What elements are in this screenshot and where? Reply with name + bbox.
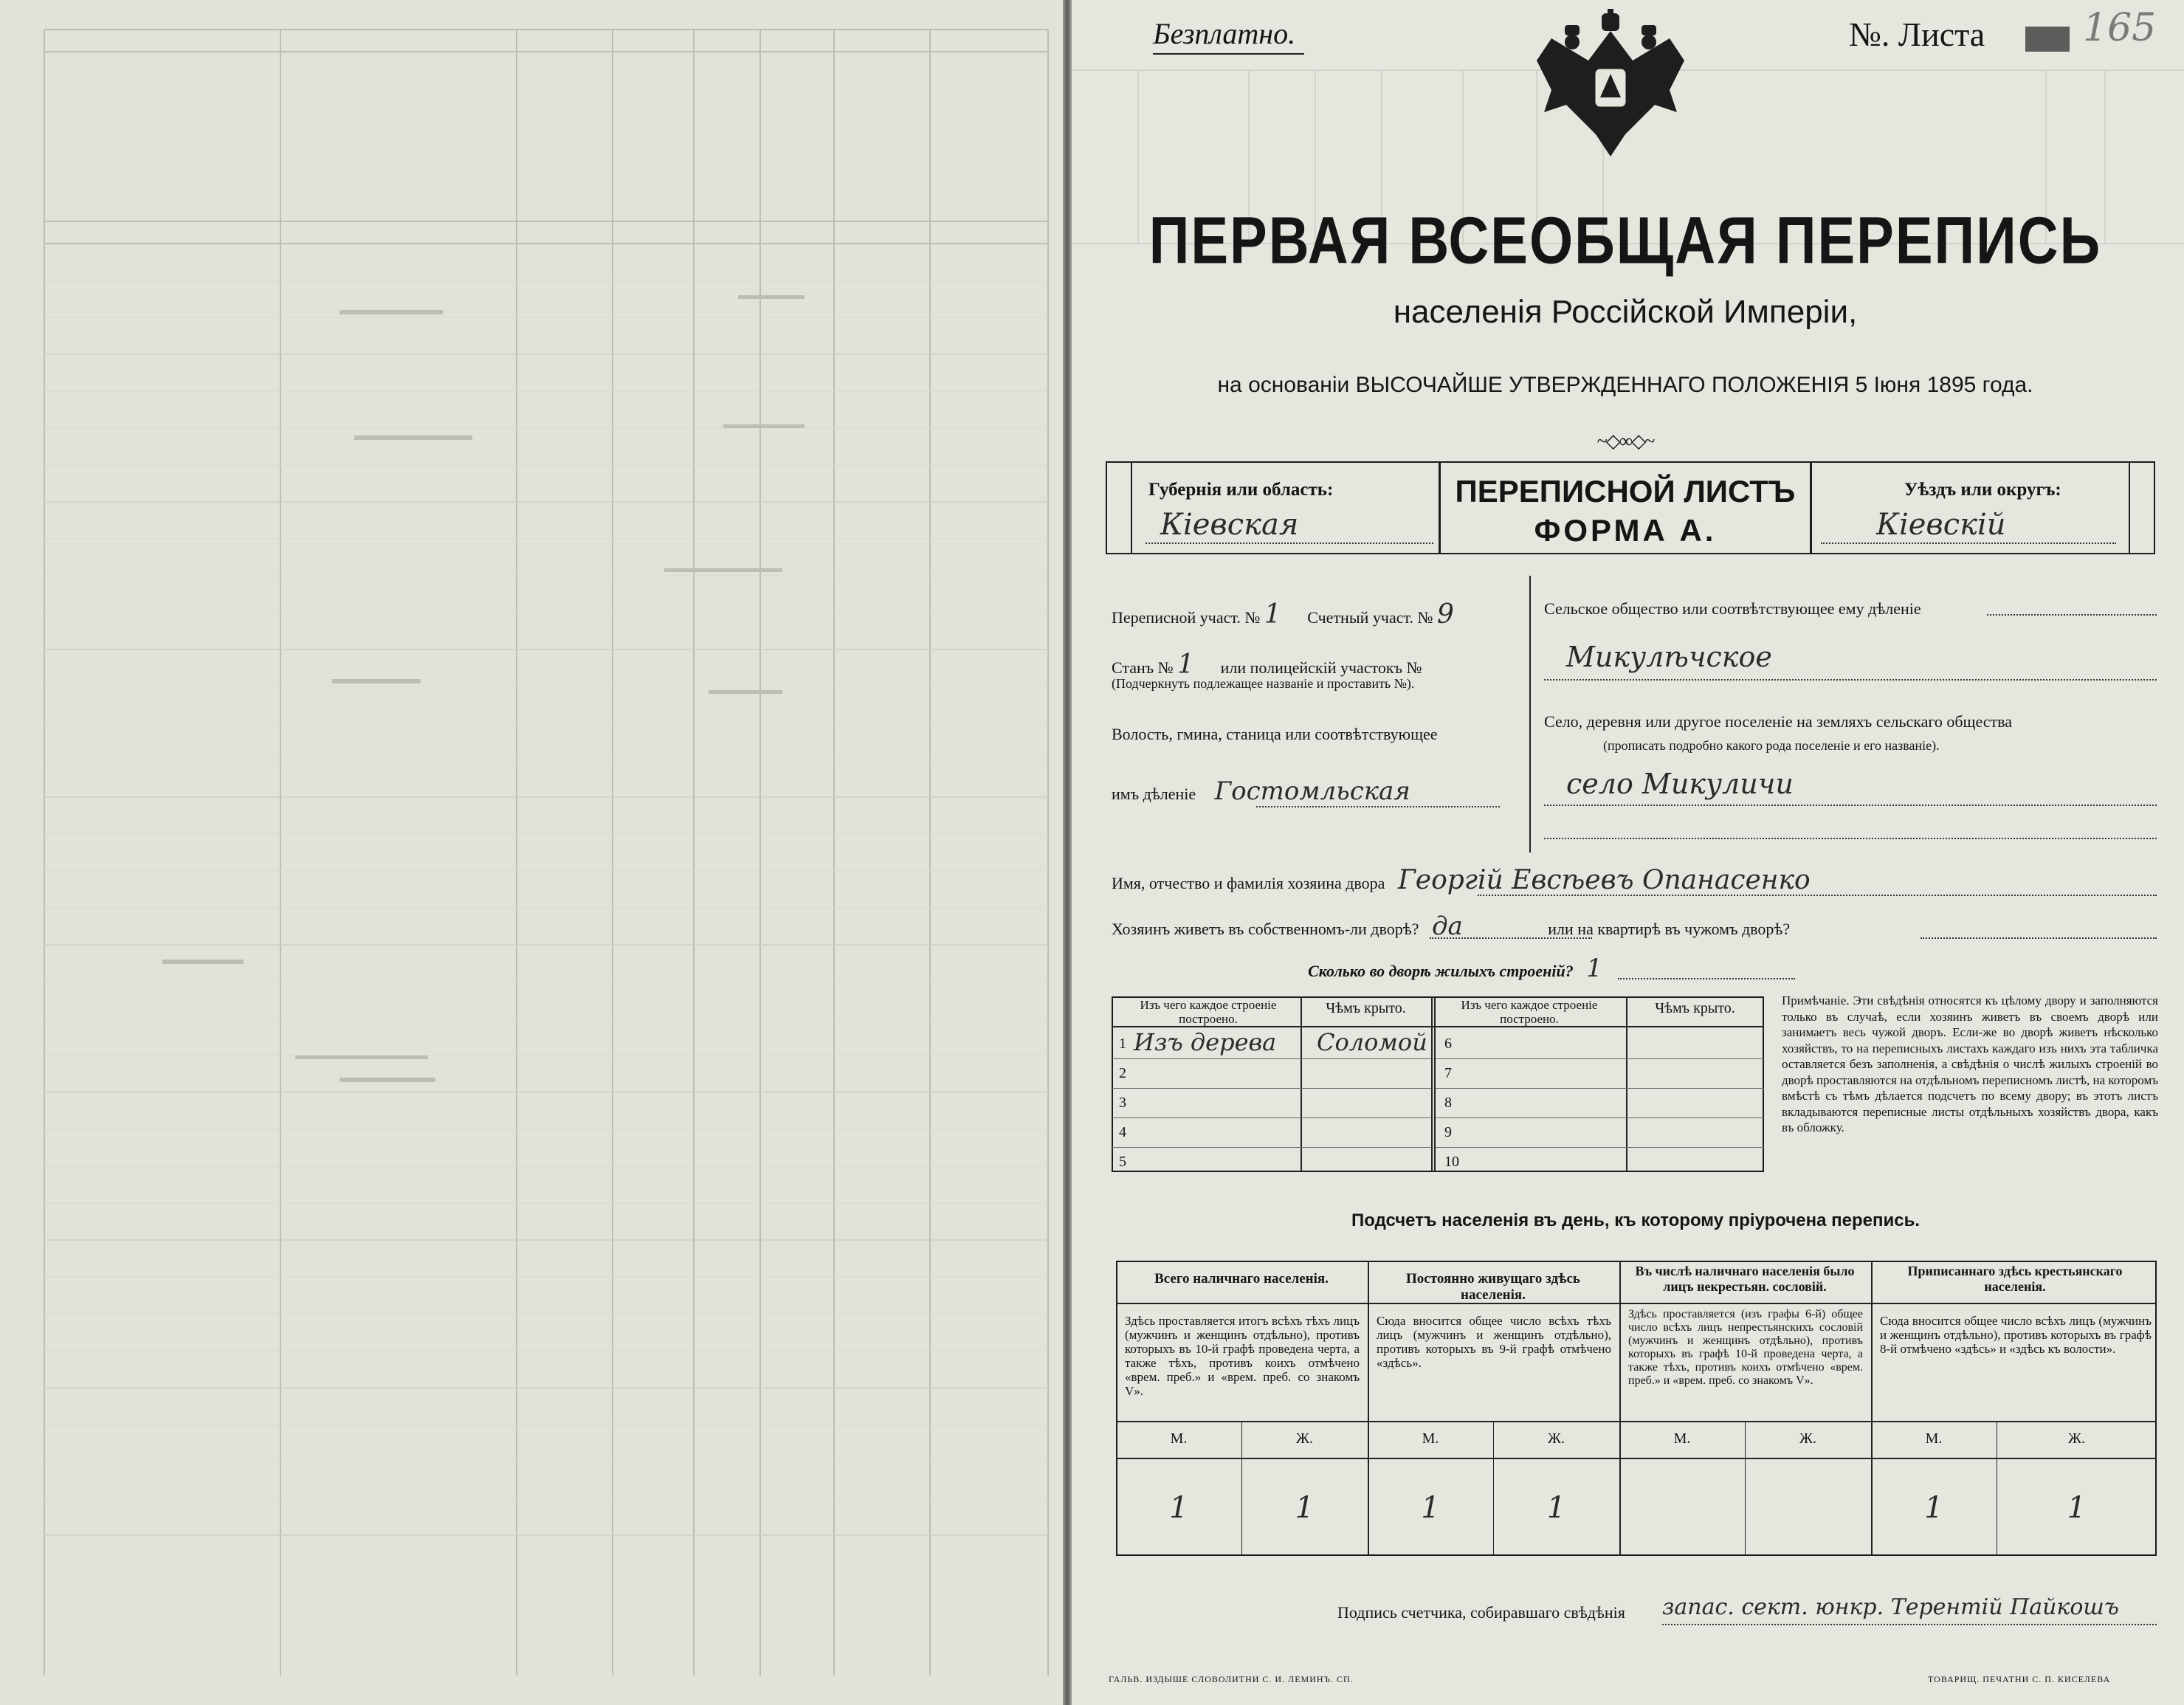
summary-col-4-desc: Сюда вносится общее число всѣхъ лицъ (мужчинъ и женщинъ отдѣльно), противъ которыхъ въ графѣ 8-й отмѣчено «здѣсь» и «здѣсь къ волости». <box>1880 1314 2152 1356</box>
archive-folio-number: 165 <box>2083 6 2157 50</box>
building-row <box>1112 1030 1431 1058</box>
count-section-label: Счетный участ. № <box>1307 608 1433 627</box>
building-row <box>1112 1147 1431 1177</box>
province-dotted-line <box>1146 542 1433 544</box>
census-basis-line: на основаніи ВЫСОЧАЙШЕ УТВЕРЖДЕННАГО ПОЛОЖЕНІЯ 5 Іюня 1895 года. <box>1217 373 2033 397</box>
sheet-number-label: №. Листа <box>1849 16 1985 53</box>
summary-mf-line <box>1116 1458 2157 1459</box>
building-row <box>1112 1117 1431 1147</box>
signature-underline <box>1662 1624 2157 1625</box>
summary-col-3-f-label: Ж. <box>1799 1430 1816 1447</box>
owner-own-row <box>1112 912 1790 941</box>
village-underline <box>1544 805 2157 806</box>
census-subtitle: населенія Россійской Имперіи, <box>1393 294 1858 330</box>
community-label: Сельское общество или соотвѣтствующее ему дѣленіе <box>1544 599 1921 618</box>
village-underline-2 <box>1544 838 2157 839</box>
building-row-number: 9 <box>1444 1124 1452 1140</box>
building-row-number: 3 <box>1119 1095 1126 1111</box>
footer-right-imprint: ТОВАРИЩ. ПЕЧАТНИ С. П. КИСЕЛЕВА <box>1928 1674 2111 1684</box>
roof-header-left: Чѣмъ крыто. <box>1326 1000 1406 1016</box>
coat-of-arms-icon <box>1529 9 1692 168</box>
summary-col-2-m-value: 1 <box>1421 1491 1440 1525</box>
left-grid <box>0 0 1063 1705</box>
owner-name-underline <box>1478 895 2157 896</box>
left-page <box>0 0 1063 1705</box>
building-row <box>1436 1058 1764 1088</box>
summary-col-1-m-value: 1 <box>1169 1491 1188 1525</box>
owner-own-underline <box>1430 937 1592 939</box>
buildings-label: Сколько во дворѣ жилыхъ строеній? <box>1308 962 1574 980</box>
summary-col-3-desc: Здѣсь проставляется (изъ графы 6-й) общее число всѣхъ лицъ непрестьянскихъ сословій (мужчинъ и женщинъ отдѣльно), противъ которыхъ въ графѣ 10-й проведена черта, а также тѣхъ, противъ коихъ отмѣчено «врем. преб.» и «врем. преб. со знакомъ V». <box>1628 1308 1863 1387</box>
location-divider <box>1529 576 1531 852</box>
summary-col-2-head: Постоянно живущаго здѣсь населенія. <box>1406 1271 1580 1303</box>
building-row-number: 1 <box>1119 1036 1126 1052</box>
census-section-label: Переписной участ. № <box>1112 608 1261 627</box>
owner-rent-label: или на квартирѣ въ чужомъ дворѣ? <box>1548 920 1791 938</box>
summary-col-2-m-label: М. <box>1422 1430 1439 1447</box>
building-row-number: 5 <box>1119 1154 1126 1170</box>
owner-rent-underline <box>1921 937 2157 939</box>
volost-dotted-line <box>1256 806 1500 807</box>
buildings-rows-left <box>1112 1030 1431 1177</box>
ornament-divider: ~◇∞◇~ <box>1596 430 1654 452</box>
material-header-left: Изъ чего каждое строеніе построено. <box>1140 998 1277 1026</box>
free-underline <box>1153 53 1304 55</box>
summary-col-1-head: Всего наличнаго населенія. <box>1154 1271 1329 1286</box>
signature-value: запас. сект. юнкр. Терентій Пайкошъ <box>1662 1594 2119 1620</box>
province-value: Кіевская <box>1160 508 1299 542</box>
building-row <box>1436 1117 1764 1147</box>
owner-name-row <box>1112 865 1811 895</box>
building-row <box>1112 1058 1431 1088</box>
owner-own-label: Хозяинъ живетъ въ собственномъ-ли дворѣ? <box>1112 920 1419 938</box>
buildings-underline <box>1618 978 1795 979</box>
buildings-row <box>1308 954 1602 983</box>
volost-label-2: имъ дѣленіе <box>1112 785 1196 803</box>
right-page <box>1072 0 2184 1705</box>
census-section-value: 1 <box>1264 599 1281 630</box>
summary-col-2-f-value: 1 <box>1546 1491 1566 1525</box>
building-row-number: 4 <box>1119 1124 1126 1140</box>
community-underline <box>1544 679 2157 681</box>
signature-label: Подпись счетчика, собиравшаго свѣдѣнія <box>1337 1603 1625 1622</box>
community-dotted-line <box>1987 614 2157 616</box>
district-value: Кіевскій <box>1876 508 2006 542</box>
building-row <box>1436 1030 1764 1058</box>
building-row-number: 10 <box>1444 1154 1459 1170</box>
village-note: (прописать подробно какого рода поселеніе и его названіе). <box>1603 738 1940 753</box>
book-spine <box>1063 0 1072 1705</box>
owner-name-label: Имя, отчество и фамилія хозяина двора <box>1112 874 1385 892</box>
buildings-note: Примѣчаніе. Эти свѣдѣнія относятся къ цѣлому двору и заполняются только въ случаѣ, если хозяинъ живетъ въ своемъ дворѣ или занимаетъ весь чужой дворъ. Если-же во дворѣ живетъ нѣсколько хозяйствъ, то на переписныхъ листахъ каждаго изъ нихъ эта табличка оставляется безъ заполненія, а свѣдѣнія о числѣ жилыхъ строеній во дворѣ проставляются на отдѣльномъ переписномъ листѣ, на которомъ вмѣстѣ съ тѣмъ дѣлается подсчетъ по всему двору; въ этотъ листъ вкладываются переписные листы отдѣльныхъ хозяйствъ двора, какъ въ обложку. <box>1782 993 2158 1134</box>
summary-desc-line <box>1116 1421 2157 1422</box>
summary-col-4-m-label: М. <box>1925 1430 1943 1447</box>
district-dotted-line <box>1821 542 2116 544</box>
village-value: село Микуличи <box>1566 768 1794 800</box>
summary-col-4-m-value: 1 <box>1924 1491 1943 1525</box>
summary-col-1-f-value: 1 <box>1295 1491 1315 1525</box>
summary-col-1-m-label: М. <box>1170 1430 1188 1447</box>
building-row <box>1436 1147 1764 1177</box>
summary-col-1-f-label: Ж. <box>1296 1430 1313 1447</box>
village-label: Село, деревня или другое поселеніе на земляхъ сельскаго общества <box>1544 712 2013 731</box>
building-row-number: 7 <box>1444 1065 1452 1081</box>
footer-left-imprint: ГАЛЬВ. ИЗДЫШЕ СЛОВОЛИТНИ С. И. ЛЕМИНЪ. СП. <box>1109 1674 1354 1684</box>
district-label: Уѣздъ или округъ: <box>1904 480 2061 500</box>
summary-col-2-f-label: Ж. <box>1548 1430 1565 1447</box>
summary-col-3-m-label: М. <box>1673 1430 1691 1447</box>
summary-col-3-head: Въ числѣ наличнаго населенія было лицъ некрестьян. сословій. <box>1635 1264 1855 1294</box>
volost-label: Волость, гмина, станица или соотвѣтствующее <box>1112 725 1438 743</box>
buildings-rows-right <box>1436 1030 1764 1177</box>
buildings-value: 1 <box>1586 954 1602 983</box>
summary-col-1-desc: Здѣсь проставляется итогъ всѣхъ тѣхъ лицъ (мужчинъ и женщинъ отдѣльно), противъ которыхъ въ 10-й графѣ проведена черта, а также тѣхъ, противъ коихъ отмѣчено «врем. преб.» и «врем. преб. со знакомъ V». <box>1125 1314 1360 1398</box>
community-value: Микулѣчское <box>1566 641 1772 673</box>
stan-row <box>1112 650 1422 680</box>
census-title: ПЕРВАЯ ВСЕОБЩАЯ ПЕРЕПИСЬ <box>1148 204 2102 278</box>
sheet-number-stamp <box>2025 27 2070 52</box>
underline-note: (Подчеркнуть подлежащее названіе и проставить №). <box>1112 676 1415 691</box>
summary-col-sep-2 <box>1619 1261 1621 1556</box>
summary-col-4-f-value: 1 <box>2067 1491 2087 1525</box>
roof-header-right: Чѣмъ крыто. <box>1655 1000 1735 1016</box>
free-label: Безплатно. <box>1153 17 1296 50</box>
summary-col-4-f-label: Ж. <box>2068 1430 2085 1447</box>
volost-row <box>1112 776 1410 806</box>
summary-title: Подсчетъ населенія въ день, къ которому пріурочена перепись. <box>1351 1210 1920 1230</box>
census-section-row <box>1112 599 1454 630</box>
summary-col-4-head: Приписаннаго здѣсь крестьянскаго населенія. <box>1907 1264 2123 1294</box>
form-letter: ФОРМА А. <box>1534 513 1717 548</box>
summary-head-line <box>1116 1303 2157 1304</box>
count-section-value: 9 <box>1436 599 1454 630</box>
province-label: Губернія или область: <box>1148 480 1334 500</box>
building-row <box>1112 1088 1431 1117</box>
form-title: ПЕРЕПИСНОЙ ЛИСТЪ <box>1455 474 1796 509</box>
building-row-number: 8 <box>1444 1095 1452 1111</box>
material-header-right: Изъ чего каждое строеніе построено. <box>1461 998 1598 1026</box>
owner-own-value: да <box>1431 912 1463 941</box>
building-row <box>1436 1088 1764 1117</box>
owner-name-value: Георгій Евсѣевъ Опанасенко <box>1397 865 1811 895</box>
building-material: Изъ дерева <box>1134 1028 1277 1056</box>
police-label: или полицейскій участокъ № <box>1220 658 1422 677</box>
summary-col-2-desc: Сюда вносится общее число всѣхъ тѣхъ лицъ (мужчинъ и женщинъ отдѣльно), противъ которыхъ въ 9-й графѣ отмѣчено «здѣсь». <box>1377 1314 1611 1370</box>
building-row-number: 2 <box>1119 1065 1126 1081</box>
stan-value: 1 <box>1177 650 1195 680</box>
stan-label: Станъ № <box>1112 658 1174 677</box>
buildings-header-line <box>1112 1026 1764 1027</box>
building-roof: Соломой <box>1317 1028 1427 1056</box>
volost-value: Гостомльская <box>1214 776 1410 806</box>
building-row-number: 6 <box>1444 1036 1452 1052</box>
